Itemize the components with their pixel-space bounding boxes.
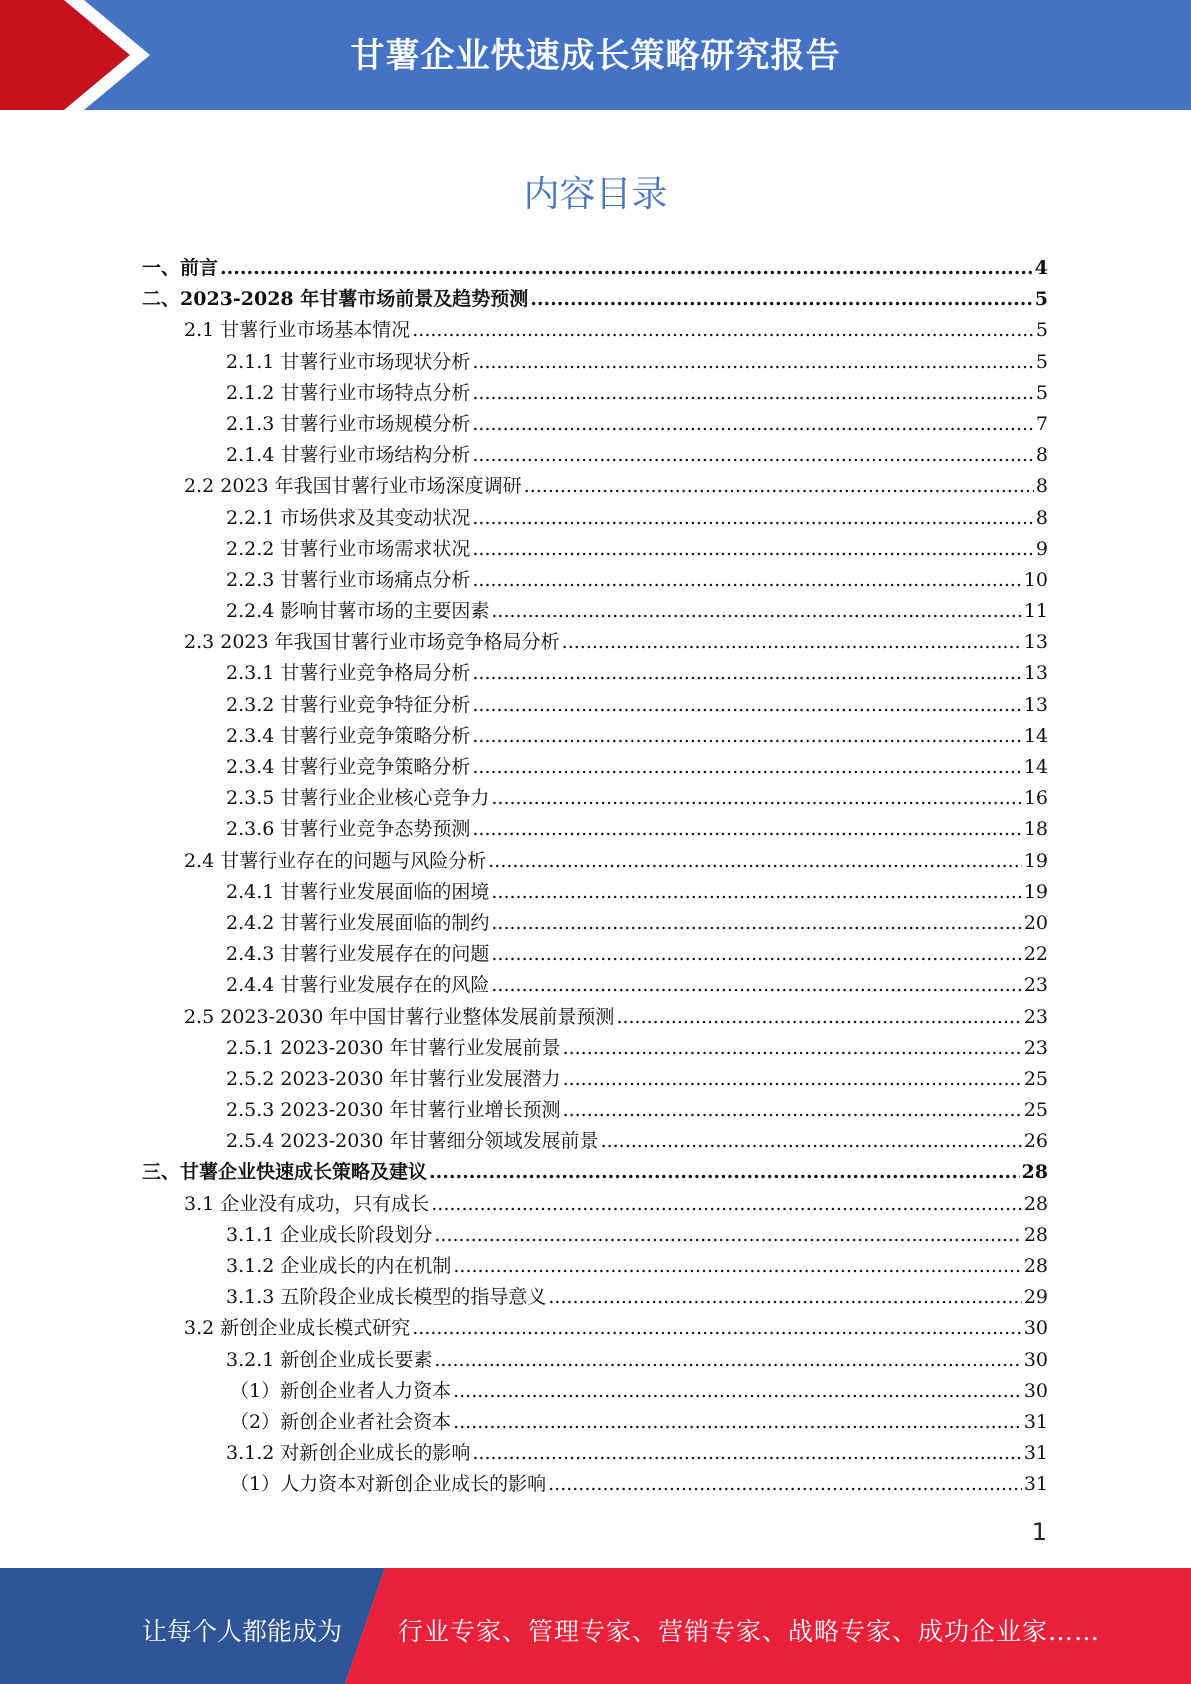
toc-entry-page: 14 [1023,724,1048,747]
toc-entry-page: 20 [1023,911,1048,934]
toc-dot-leader [491,596,1021,627]
toc-entry[interactable] [142,1438,1048,1469]
toc-dot-leader [472,378,1034,409]
toc-entry-label: （1）人力资本对新创企业成长的影响 [230,1473,547,1496]
toc-dot-leader [548,1282,1021,1313]
toc-entry[interactable] [142,378,1048,409]
toc-entry-label: 3.1.3 五阶段企业成长模型的指导意义 [226,1286,547,1309]
toc-entry-page: 22 [1023,943,1048,966]
toc-entry-label: 2.5 2023-2030 年中国甘薯行业整体发展前景预测 [184,1005,615,1028]
toc-entry[interactable] [142,1002,1048,1033]
toc-entry-label: 2.3.5 甘薯行业企业核心竞争力 [226,787,490,810]
toc-entry[interactable] [142,814,1048,845]
toc-entry-label: 2.1.2 甘薯行业市场特点分析 [226,381,471,404]
toc-dot-leader [488,846,1022,877]
toc-entry[interactable] [142,596,1048,627]
toc-dot-leader [616,1002,1021,1033]
toc-dot-leader [453,1407,1022,1438]
toc-dot-leader [491,783,1021,814]
toc-entry-label: 2.3.6 甘薯行业竞争态势预测 [226,818,471,841]
toc-entry-label: 2.1.4 甘薯行业市场结构分析 [226,444,471,467]
toc-entry-page: 31 [1023,1473,1048,1496]
toc-entry-label: 一、前言 [142,257,219,279]
toc-entry[interactable] [142,1189,1048,1220]
toc-dot-leader [563,1095,1022,1126]
toc-entry-page: 19 [1023,880,1048,903]
toc-entry-page: 13 [1023,631,1048,654]
toc-entry[interactable] [142,1126,1048,1157]
toc-dot-leader [472,814,1021,845]
toc-dot-leader [412,315,1034,346]
toc-entry[interactable] [142,970,1048,1001]
toc-entry-label: 3.2.1 新创企业成长要素 [226,1348,433,1371]
toc-entry[interactable] [142,690,1048,721]
toc-entry-page: 10 [1023,568,1048,591]
toc-entry-page: 30 [1023,1317,1048,1340]
toc-entry-label: 2.2 2023 年我国甘薯行业市场深度调研 [184,475,522,498]
toc-entry-label: 2.4.4 甘薯行业发展存在的风险 [226,974,490,997]
toc-entry-page: 23 [1023,1036,1048,1059]
toc-dot-leader [548,1469,1022,1500]
toc-entry[interactable] [142,565,1048,596]
toc-dot-leader [472,347,1034,378]
toc-entry[interactable] [142,1064,1048,1095]
toc-entry[interactable] [142,1095,1048,1126]
toc-entry-page: 18 [1023,818,1048,841]
footer-slogan-left: 让每个人都能成为 [142,1617,343,1646]
toc-dot-leader [491,939,1021,970]
toc-entry[interactable] [142,1282,1048,1313]
toc-dot-leader [601,1126,1022,1157]
toc-entry[interactable] [142,253,1048,284]
toc-entry-page: 25 [1023,1099,1048,1122]
toc-entry-label: 3.1.2 企业成长的内在机制 [226,1255,452,1277]
toc-dot-leader [472,565,1021,596]
toc-dot-leader [434,1220,1021,1251]
header-title: 甘薯企业快速成长策略研究报告 [350,36,841,76]
toc-dot-leader [562,627,1022,658]
toc-entry-page: 23 [1023,1005,1048,1028]
toc-entry-page: 7 [1035,412,1048,435]
toc-entry-label: 2.5.2 2023-2030 年甘薯行业发展潜力 [226,1067,561,1090]
toc-entry-label: 2.5.1 2023-2030 年甘薯行业发展前景 [226,1036,561,1059]
toc-entry[interactable] [142,440,1048,471]
toc-entry-label: （1）新创企业者人力资本 [230,1379,452,1402]
toc-dot-leader [524,471,1034,502]
toc-entry[interactable] [142,534,1048,565]
toc-entry-page: 4 [1034,257,1048,279]
toc-dot-leader [472,534,1034,565]
toc-entry[interactable] [142,783,1048,814]
toc-dot-leader [429,1157,1020,1188]
toc-entry[interactable] [142,752,1048,783]
toc-entry-label: 2.3.4 甘薯行业竞争策略分析 [226,724,471,747]
toc-entry-label: 2.3 2023 年我国甘薯行业市场竞争格局分析 [184,631,560,654]
toc-entry-page: 29 [1023,1286,1048,1309]
toc-dot-leader [563,1064,1022,1095]
toc-entry-page: 19 [1023,849,1048,872]
toc-dot-leader [472,503,1034,534]
toc-entry-page: 8 [1035,444,1048,467]
toc-entry[interactable] [142,1345,1048,1376]
toc-entry[interactable] [142,1220,1048,1251]
toc-entry[interactable] [142,1033,1048,1064]
toc-entry-label: 3.1.1 企业成长阶段划分 [226,1223,433,1246]
toc-entry-label: 2.4.1 甘薯行业发展面临的困境 [226,880,490,903]
page-number: 1 [1031,1518,1047,1546]
footer-slogan-right: 行业专家、管理专家、营销专家、战略专家、成功企业家…… [398,1617,1101,1646]
toc-dot-leader [563,1033,1022,1064]
toc-entry[interactable] [142,347,1048,378]
toc-entry-page: 5 [1035,381,1048,404]
toc-entry-label: 2.5.3 2023-2030 年甘薯行业增长预测 [226,1099,561,1122]
toc-dot-leader [472,1438,1021,1469]
toc-entry[interactable] [142,409,1048,440]
toc-entry-label: 2.4 甘薯行业存在的问题与风险分析 [184,849,487,872]
toc-entry-page: 30 [1023,1379,1048,1402]
toc-dot-leader [472,690,1021,721]
toc-entry-label: 2.2.1 市场供求及其变动状况 [226,506,471,529]
toc-entry[interactable] [142,1313,1048,1344]
toc-entry-label: 2.4.2 甘薯行业发展面临的制约 [226,911,490,934]
toc-entry-page: 13 [1023,693,1048,716]
toc-title: 内容目录 [523,174,668,215]
toc-entry-label: 2.3.2 甘薯行业竞争特征分析 [226,693,471,716]
table-of-contents [142,253,1048,1501]
toc-entry[interactable] [142,1469,1048,1500]
toc-dot-leader [491,908,1021,939]
toc-entry-page: 23 [1023,974,1048,997]
toc-entry-page: 30 [1023,1348,1048,1371]
toc-entry-label: （2）新创企业者社会资本 [230,1410,452,1433]
toc-entry-page: 8 [1035,506,1048,529]
toc-dot-leader [453,1376,1022,1407]
toc-entry-label: 2.1 甘薯行业市场基本情况 [184,319,411,342]
toc-dot-leader [431,1189,1022,1220]
toc-entry-label: 2.3.1 甘薯行业竞争格局分析 [226,662,471,685]
toc-entry-label: 2.4.3 甘薯行业发展存在的问题 [226,943,490,966]
toc-dot-leader [472,440,1034,471]
toc-entry-label: 三、甘薯企业快速成长策略及建议 [142,1161,428,1184]
toc-entry-label: 2.5.4 2023-2030 年甘薯细分领域发展前景 [226,1130,599,1153]
toc-entry[interactable] [142,503,1048,534]
toc-entry[interactable] [142,1376,1048,1407]
toc-entry-page: 31 [1023,1442,1048,1465]
toc-entry-page: 13 [1023,662,1048,685]
toc-entry-page: 28 [1023,1223,1048,1246]
toc-entry-page: 28 [1023,1192,1048,1215]
toc-entry-label: 3.2 新创企业成长模式研究 [184,1317,411,1340]
toc-entry-label: 3.1.2 对新创企业成长的影响 [226,1442,471,1465]
toc-entry-page: 16 [1023,787,1048,810]
toc-entry[interactable] [142,721,1048,752]
toc-entry-page: 8 [1035,475,1048,498]
toc-entry-label: 2.2.4 影响甘薯市场的主要因素 [226,600,490,623]
toc-entry[interactable] [142,471,1048,502]
toc-dot-leader [220,253,1033,284]
toc-entry-page: 31 [1023,1410,1048,1433]
toc-entry-page: 28 [1023,1255,1048,1277]
toc-dot-leader [472,409,1034,440]
toc-entry[interactable] [142,846,1048,877]
toc-entry-page: 26 [1023,1130,1048,1153]
toc-entry-label: 2.3.4 甘薯行业竞争策略分析 [226,756,471,778]
toc-entry[interactable] [142,1157,1048,1188]
toc-entry-label: 2.2.3 甘薯行业市场痛点分析 [226,568,471,591]
page-footer [0,1568,1191,1684]
toc-entry-page: 9 [1035,537,1048,560]
toc-entry-label: 2.1.3 甘薯行业市场规模分析 [226,412,471,435]
toc-entry[interactable] [142,1407,1048,1438]
toc-entry-label: 3.1 企业没有成功，只有成长 [184,1192,430,1215]
toc-entry[interactable] [142,908,1048,939]
toc-entry[interactable] [142,284,1048,315]
toc-entry-page: 14 [1023,756,1048,778]
toc-entry-page: 25 [1023,1067,1048,1090]
toc-entry[interactable] [142,627,1048,658]
toc-entry[interactable] [142,658,1048,689]
toc-dot-leader [472,721,1021,752]
toc-entry-label: 2.2.2 甘薯行业市场需求状况 [226,537,471,560]
toc-entry[interactable] [142,315,1048,346]
toc-dot-leader [472,658,1021,689]
toc-entry-page: 28 [1021,1161,1048,1184]
toc-entry[interactable] [142,1251,1048,1282]
toc-entry-page: 5 [1035,319,1048,342]
toc-entry[interactable] [142,877,1048,908]
toc-entry-page: 11 [1023,600,1048,623]
toc-dot-leader [491,970,1021,1001]
toc-dot-leader [472,752,1021,783]
toc-entry-page: 5 [1034,288,1048,311]
toc-dot-leader [412,1313,1022,1344]
toc-entry-label: 二、2023-2028 年甘薯市场前景及趋势预测 [142,288,529,311]
toc-dot-leader [434,1345,1021,1376]
toc-dot-leader [453,1251,1021,1282]
toc-entry-page: 5 [1035,350,1048,373]
toc-entry[interactable] [142,939,1048,970]
toc-dot-leader [491,877,1021,908]
page-header [0,0,1191,110]
toc-entry-label: 2.1.1 甘薯行业市场现状分析 [226,350,471,373]
toc-dot-leader [530,284,1033,315]
